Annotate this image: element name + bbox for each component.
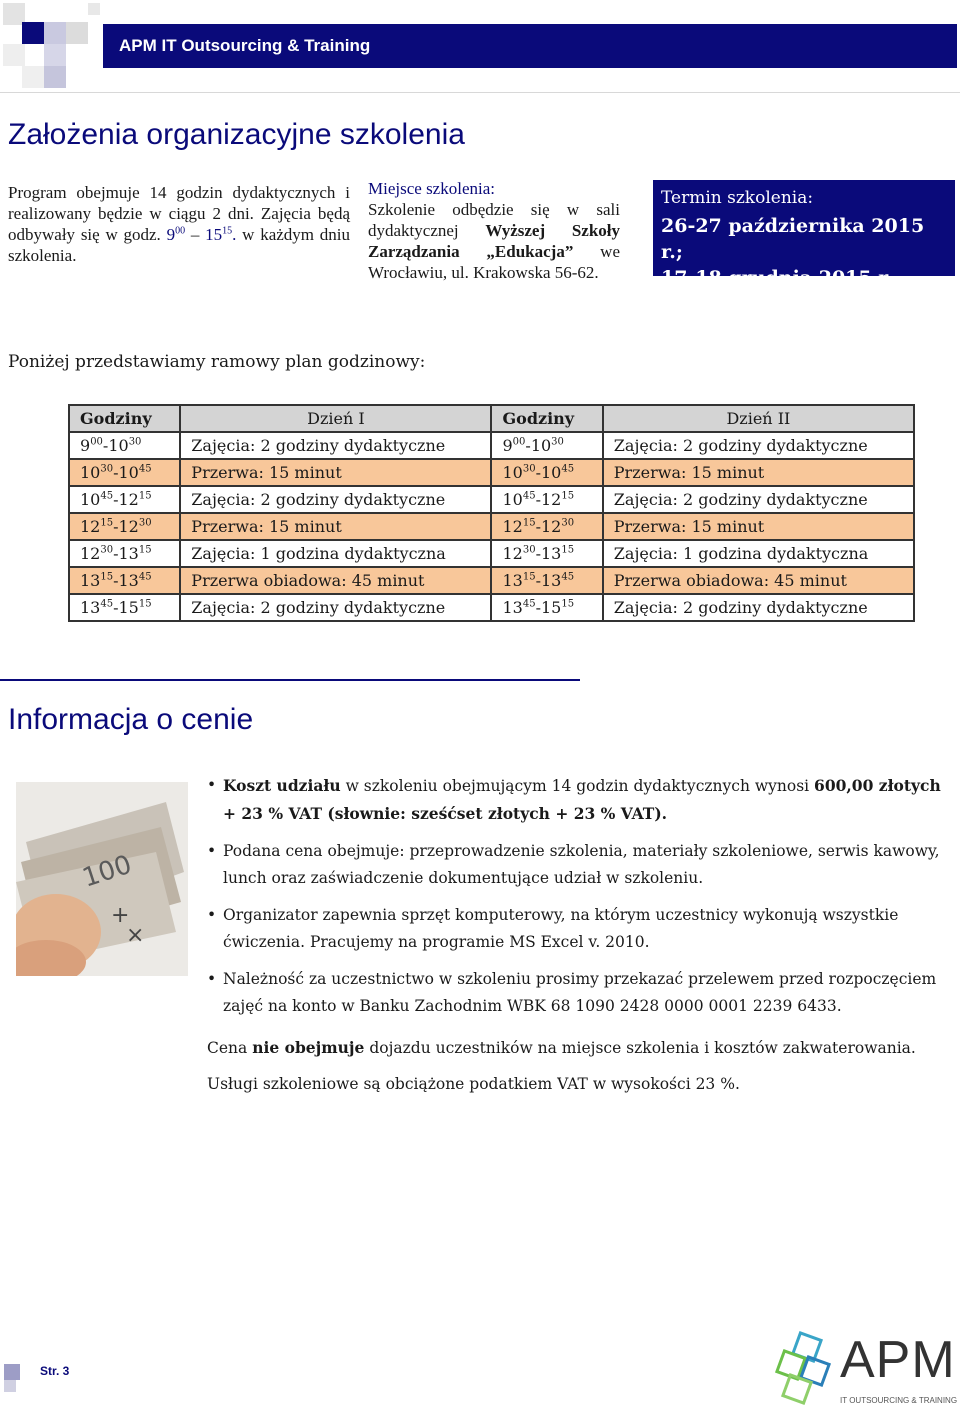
schedule-time: $9^{00}-10^{30}$ xyxy=(491,432,602,459)
header-day-2: Dzień II xyxy=(603,405,914,432)
schedule-activity: Przerwa: 15 minut xyxy=(180,459,491,486)
hours-from: $9^{00}$ xyxy=(166,225,186,244)
note-excludes: Cena nie obejmuje dojazdu uczestników na miejsce szkolenia i kosztów zakwaterowania. xyxy=(207,1038,916,1057)
schedule-row xyxy=(69,540,914,567)
schedule-header-row xyxy=(69,405,914,432)
program-description: Program obejmuje 14 godzin dydaktycznych i realizowany będzie w ciągu 2 dni. Zajęcia będą odbywały się w godz. $9^{00} - 15^{15}$. w każdym dniu szkolenia. xyxy=(8,183,351,265)
header-day-1: Dzień I xyxy=(180,405,491,432)
schedule-activity: Przerwa: 15 minut xyxy=(603,513,914,540)
place-description xyxy=(368,178,620,283)
schedule-activity: Zajęcia: 2 godziny dydaktyczne xyxy=(180,486,491,513)
schedule-time: $13^{45}-15^{15}$ xyxy=(491,594,602,621)
section-divider xyxy=(0,679,580,681)
pricing-item-payment: • Należność za uczestnictwo w szkoleniu prosimy przekazać przelewem przed rozpoczęciem zajęć na konto w Banku Zachodnim WBK 68 1090 2428 0000 0001 2239 6433. xyxy=(207,966,947,1020)
schedule-activity: Zajęcia: 2 godziny dydaktyczne xyxy=(180,594,491,621)
schedule-time: $9^{00}-10^{30}$ xyxy=(69,432,180,459)
term-label: Termin szkolenia: xyxy=(661,188,814,208)
schedule-time: $10^{45}-12^{15}$ xyxy=(69,486,180,513)
hours-to: $15^{15}$. xyxy=(205,225,237,244)
schedule-activity: Zajęcia: 2 godziny dydaktyczne xyxy=(603,594,914,621)
schedule-activity: Przerwa: 15 minut xyxy=(603,459,914,486)
schedule-time: $12^{15}-12^{30}$ xyxy=(491,513,602,540)
place-school: Wyższej Szkoły Zarządzania „Edukacja” xyxy=(368,221,620,261)
schedule-time: $13^{15}-13^{45}$ xyxy=(69,567,180,594)
schedule-time: $12^{30}-13^{15}$ xyxy=(491,540,602,567)
schedule-table xyxy=(68,404,915,622)
logo-cubes-icon xyxy=(768,1330,838,1410)
schedule-activity: Zajęcia: 1 godzina dydaktyczna xyxy=(603,540,914,567)
section-title-organization: Założenia organizacyjne szkolenia xyxy=(8,118,465,151)
pricing-item-equipment: • Organizator zapewnia sprzęt komputerowy, na którym uczestnicy wykonują wszystkie ćwiczenia. Pracujemy na programie MS Excel v. 2010. xyxy=(207,902,947,956)
svg-text:+: + xyxy=(111,903,130,928)
schedule-intro: Poniżej przedstawiamy ramowy plan godzinowy: xyxy=(8,352,426,372)
schedule-time: $13^{45}-15^{15}$ xyxy=(69,594,180,621)
apm-logo xyxy=(768,1330,958,1410)
logo-subtext: IT OUTSOURCING & TRAINING xyxy=(840,1396,958,1405)
schedule-row xyxy=(69,486,914,513)
schedule-row xyxy=(69,594,914,621)
page-number: Str. 3 xyxy=(40,1364,70,1378)
schedule-row xyxy=(69,513,914,540)
schedule-time: $12^{30}-13^{15}$ xyxy=(69,540,180,567)
header-divider xyxy=(0,92,960,93)
program-tail: w każdym dniu szkolenia. xyxy=(8,225,351,265)
svg-text:×: × xyxy=(126,923,145,948)
money-image xyxy=(16,782,188,976)
schedule-row xyxy=(69,459,914,486)
schedule-activity: Zajęcia: 2 godziny dydaktyczne xyxy=(603,432,914,459)
schedule-activity: Zajęcia: 2 godziny dydaktyczne xyxy=(603,486,914,513)
pricing-list xyxy=(207,772,947,1030)
place-text-2: we Wrocławiu, ul. Krakowska 56-62. xyxy=(368,242,620,282)
logo-text: APM xyxy=(840,1331,956,1389)
program-text: Program obejmuje 14 godzin dydaktycznych i realizowany będzie w ciągu 2 dni. Zajęcia będą odbywały się w godz. xyxy=(8,183,350,244)
schedule-activity: Zajęcia: 2 godziny dydaktyczne xyxy=(180,432,491,459)
pricing-item-cost: • Koszt udziału w szkoleniu obejmującym 14 godzin dydaktycznych wynosi 600,00 złotych + 23 % VAT (słownie: sześćset złotych + 23 % VAT). xyxy=(207,772,947,828)
schedule-activity: Przerwa: 15 minut xyxy=(180,513,491,540)
header-hours-1: Godziny xyxy=(69,405,180,432)
schedule-time: $10^{30}-10^{45}$ xyxy=(491,459,602,486)
company-banner: APM IT Outsourcing & Training xyxy=(103,24,957,68)
term-dates xyxy=(661,213,947,291)
term-box xyxy=(653,180,955,289)
schedule-time: $13^{15}-13^{45}$ xyxy=(491,567,602,594)
schedule-activity: Przerwa obiadowa: 45 minut xyxy=(180,567,491,594)
header-hours-2: Godziny xyxy=(491,405,602,432)
term-dates-1: 26-27 października 2015 r.; xyxy=(661,215,925,263)
schedule-activity: Przerwa obiadowa: 45 minut xyxy=(603,567,914,594)
place-text-1: Szkolenie odbędzie się w sali dydaktycznej xyxy=(368,200,620,240)
schedule-row xyxy=(69,432,914,459)
note-vat: Usługi szkoleniowe są obciążone podatkiem VAT w wysokości 23 %. xyxy=(207,1075,740,1093)
schedule-time: $10^{30}-10^{45}$ xyxy=(69,459,180,486)
section-title-pricing: Informacja o cenie xyxy=(8,703,254,736)
schedule-activity: Zajęcia: 1 godzina dydaktyczna xyxy=(180,540,491,567)
schedule-time: $12^{15}-12^{30}$ xyxy=(69,513,180,540)
schedule-row xyxy=(69,567,914,594)
svg-text:100: 100 xyxy=(78,849,136,894)
place-label: Miejsce szkolenia: xyxy=(368,179,495,198)
pricing-item-includes: • Podana cena obejmuje: przeprowadzenie szkolenia, materiały szkoleniowe, serwis kawowy, lunch oraz zaświadczenie dokumentujące udział w szkoleniu. xyxy=(207,838,947,892)
term-dates-2: 17-18 grudnia 2015 r. xyxy=(661,267,894,289)
schedule-time: $10^{45}-12^{15}$ xyxy=(491,486,602,513)
